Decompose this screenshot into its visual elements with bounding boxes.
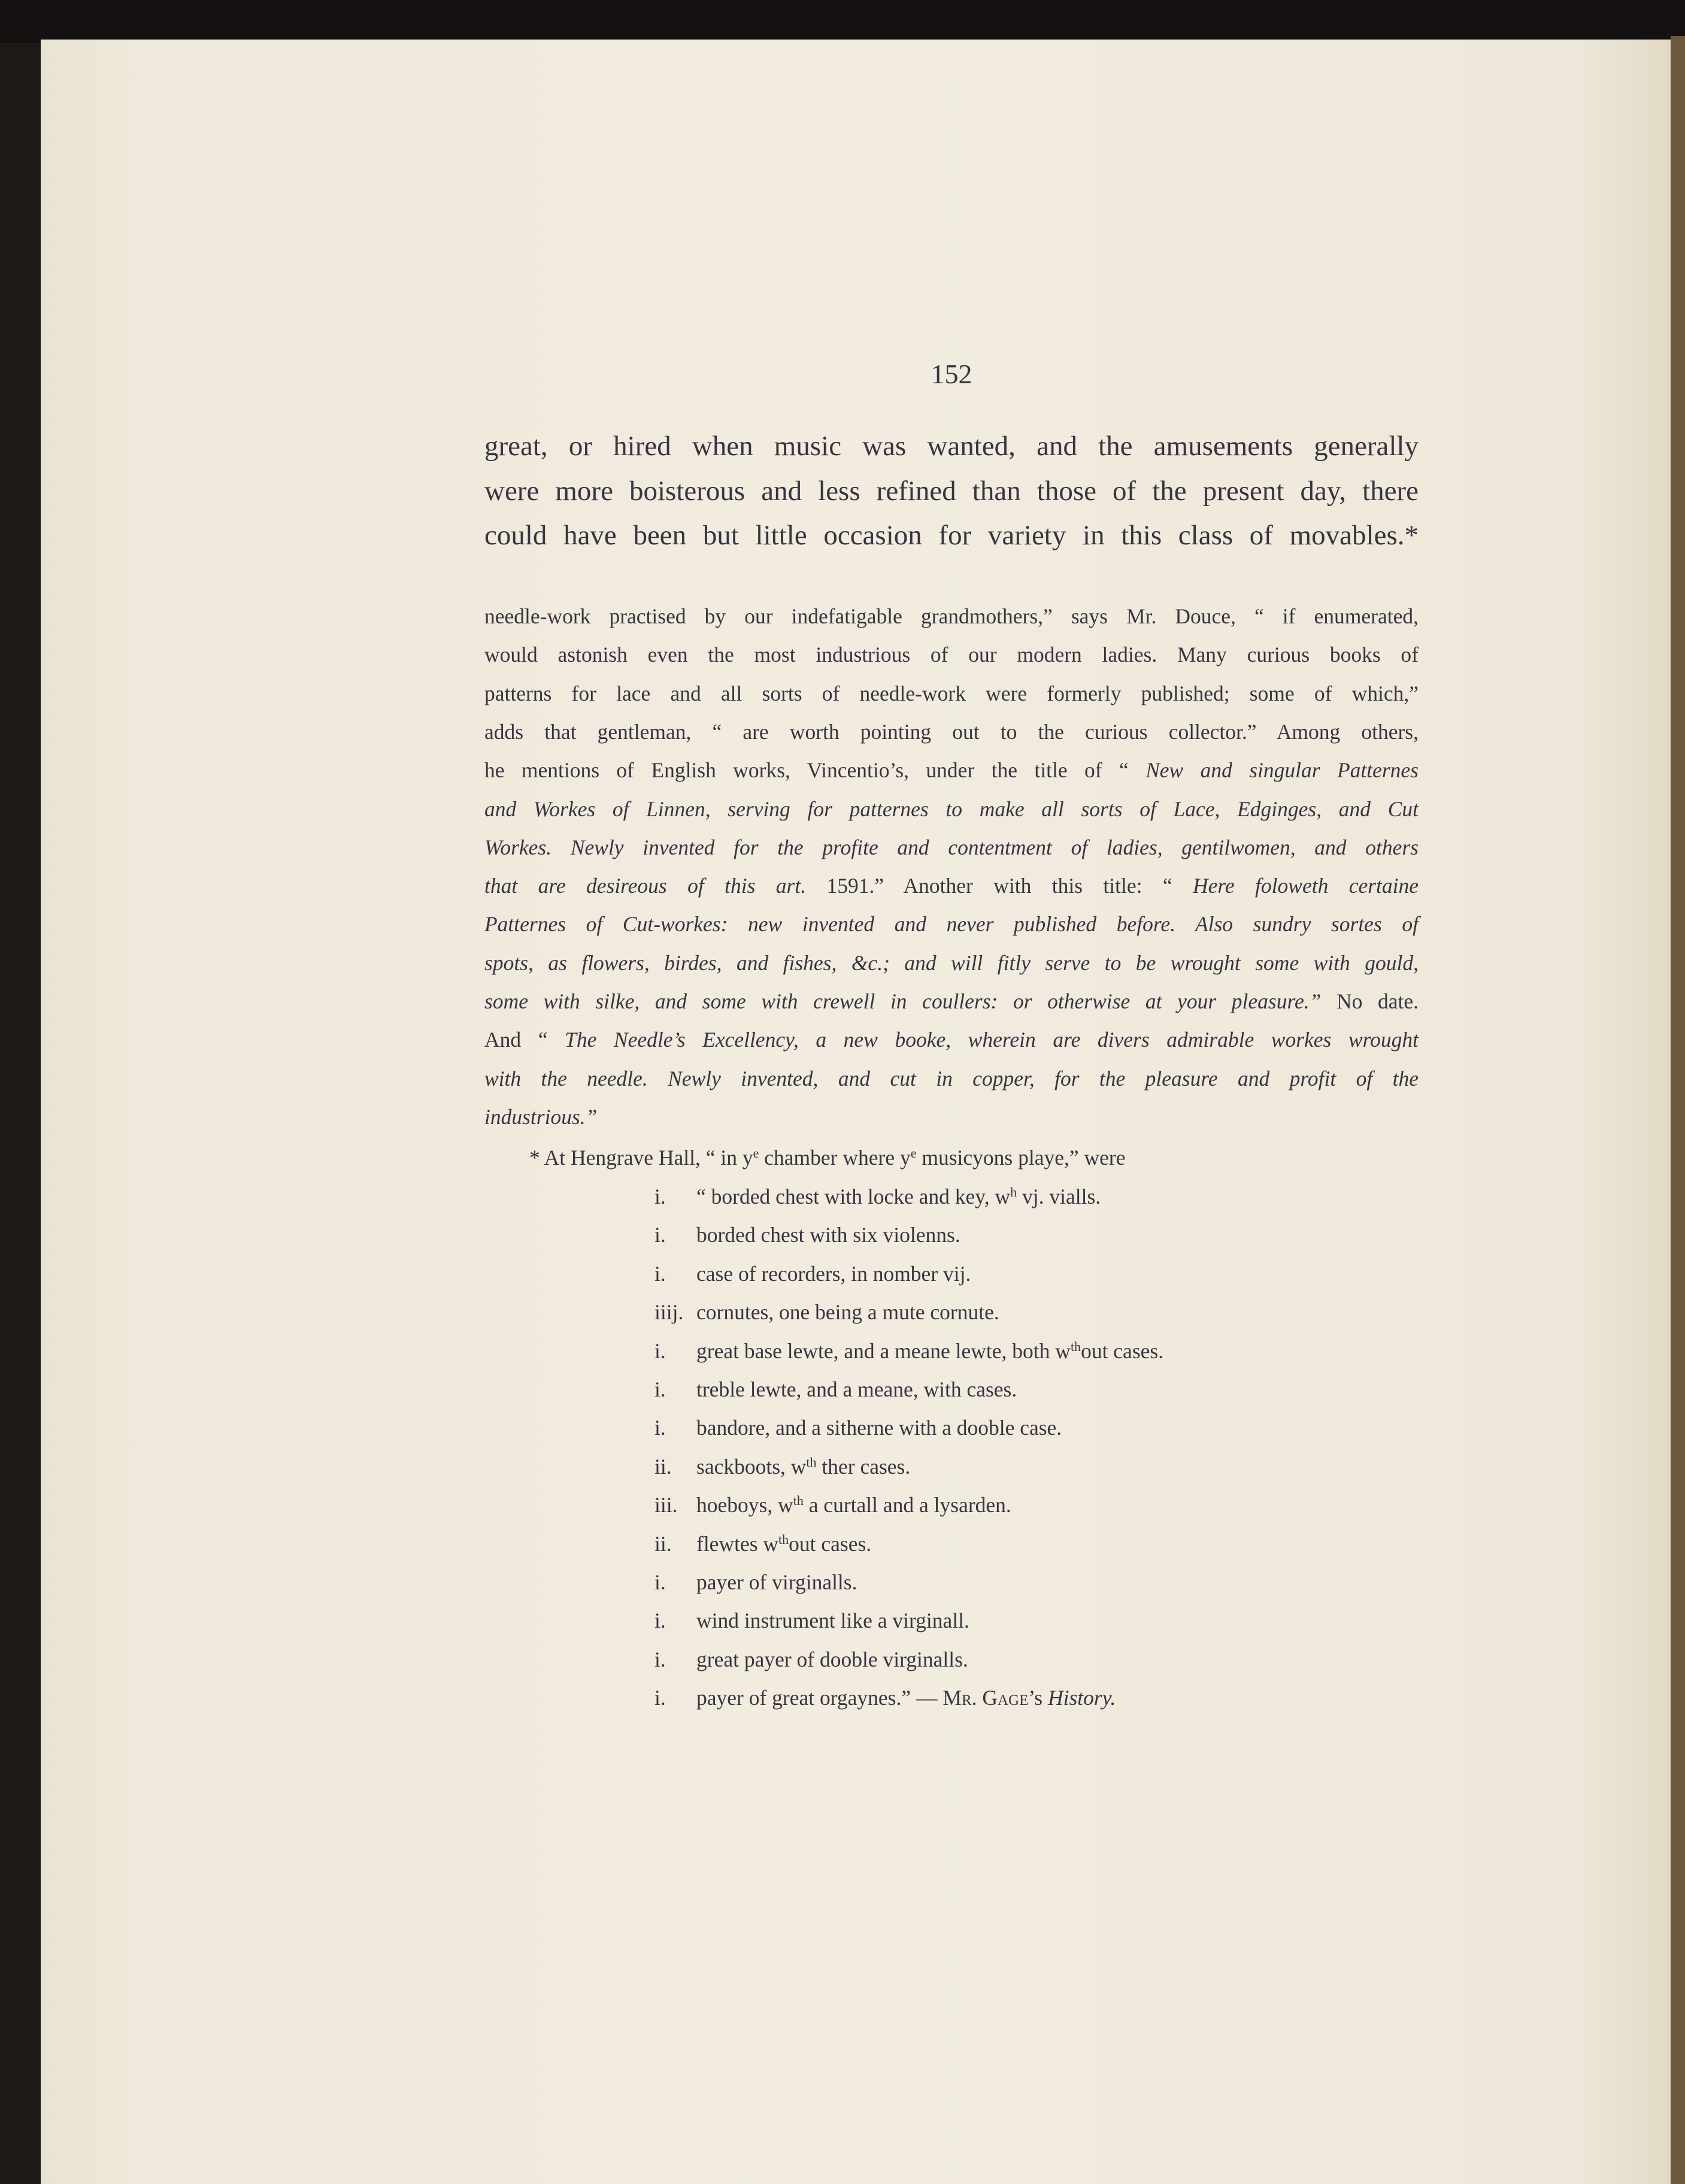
text-run: payer of virginalls.	[696, 1570, 857, 1594]
text-run: musicyons playe,” were	[916, 1146, 1126, 1170]
text-run: And “	[484, 1028, 565, 1052]
text-line	[484, 835, 1419, 860]
text-line	[484, 642, 1419, 667]
text-run: great, or hired when music was wanted, and the amusements generally	[484, 431, 1419, 462]
text-run: * At Hengrave Hall, “ in y	[529, 1146, 753, 1170]
text-run: bandore, and a sitherne with a dooble case.	[696, 1416, 1062, 1440]
text-run: a curtall and a lysarden.	[803, 1493, 1011, 1517]
text-line	[484, 719, 1419, 744]
text-run: adds that gentleman, “ are worth pointing out to the curious collector.” Among others,	[484, 719, 1419, 744]
item-numeral: iii.	[654, 1493, 678, 1517]
text-line	[484, 796, 1419, 822]
item-text	[696, 1492, 1011, 1517]
text-line	[484, 1104, 1419, 1129]
text-run: sackboots, w	[696, 1454, 807, 1479]
text-run: great payer of dooble virginalls.	[696, 1647, 968, 1671]
page-number: 152	[931, 359, 972, 389]
item-text	[696, 1184, 1101, 1209]
text-run: he mentions of English works, Vincentio’s, under the title of “	[484, 758, 1146, 783]
text-run: cornutes, one being a mute cornute.	[696, 1300, 999, 1325]
item-text	[696, 1338, 1163, 1364]
text-run: borded chest with six violenns.	[696, 1223, 960, 1247]
text-run: ’s	[1028, 1686, 1048, 1710]
item-text	[696, 1647, 968, 1672]
text-line	[484, 758, 1419, 783]
item-numeral: i.	[654, 1416, 666, 1440]
item-numeral: i.	[654, 1185, 666, 1208]
item-numeral: i.	[654, 1223, 666, 1247]
text-run: vj. vialls.	[1017, 1185, 1101, 1208]
text-line	[484, 519, 1419, 552]
text-run: treble lewte, and a meane, with cases.	[696, 1377, 1017, 1401]
text-run: spots, as flowers, birdes, and fishes, &c.; and will fitly serve to be wrought some with gould,	[484, 950, 1419, 975]
item-numeral: i.	[654, 1686, 666, 1710]
item-numeral: i.	[654, 1377, 666, 1401]
text-line	[484, 1027, 1419, 1052]
item-text	[696, 1415, 1062, 1440]
text-run: great base lewte, and a meane lewte, both w	[696, 1338, 1071, 1363]
text-run: ther cases.	[816, 1454, 911, 1479]
text-line	[484, 989, 1419, 1014]
text-run: flewtes w	[696, 1531, 779, 1556]
text-line	[484, 911, 1419, 937]
scan-top-border	[0, 0, 1685, 43]
text-run: Patternes of Cut-workes: new invented and never published before. Also sundry sortes of	[484, 912, 1419, 937]
item-text	[696, 1300, 999, 1325]
text-run: out cases.	[1081, 1338, 1164, 1363]
text-line	[484, 681, 1419, 706]
superscript: e	[753, 1145, 759, 1161]
text-run: out cases.	[789, 1531, 872, 1556]
text-run: Mr. Gage	[942, 1686, 1029, 1710]
text-run: New and singular Patternes	[1145, 758, 1419, 783]
superscript: h	[1010, 1184, 1017, 1199]
item-text	[696, 1454, 910, 1479]
item-numeral: i.	[654, 1609, 666, 1633]
scan-right-border	[1671, 36, 1685, 2184]
text-line	[484, 873, 1419, 898]
superscript: th	[806, 1454, 817, 1470]
text-run: needle-work practised by our indefatigable grandmothers,” says Mr. Douce, “ if enumerated,	[484, 604, 1419, 628]
superscript: e	[910, 1145, 917, 1161]
text-run: 1591.” Another with this title: “	[806, 874, 1193, 898]
text-line	[484, 475, 1419, 507]
text-run: that are desireous of this art.	[484, 874, 807, 898]
text-line	[484, 950, 1419, 976]
text-run: hoeboys, w	[696, 1493, 793, 1517]
item-text	[696, 1531, 871, 1556]
text-run: case of recorders, in nomber vij.	[696, 1261, 971, 1286]
text-line	[484, 604, 1419, 629]
text-run: wind instrument like a virginall.	[696, 1609, 969, 1633]
text-run: History.	[1047, 1686, 1116, 1710]
text-run: with the needle. Newly invented, and cut in copper, for the pleasure and profit of the	[484, 1066, 1419, 1091]
item-numeral: ii.	[654, 1531, 672, 1556]
item-numeral: iiij.	[654, 1300, 684, 1325]
text-line	[484, 430, 1419, 462]
text-run: would astonish even the most industrious of our modern ladies. Many curious books of	[484, 643, 1419, 667]
item-numeral: i.	[654, 1261, 666, 1286]
item-numeral: i.	[654, 1338, 666, 1363]
item-text	[696, 1377, 1017, 1402]
item-text	[696, 1685, 1116, 1710]
text-run: could have been but little occasion for variety in this class of movables.*	[484, 520, 1419, 551]
text-run: Here foloweth certaine	[1193, 874, 1419, 898]
text-run: and Workes of Linnen, serving for patternes to make all sorts of Lace, Edginges, and Cut	[484, 796, 1419, 821]
item-text	[696, 1608, 969, 1633]
text-run: payer of great orgaynes.” —	[696, 1686, 943, 1710]
item-numeral: i.	[654, 1647, 666, 1671]
text-run: industrious.”	[484, 1104, 598, 1129]
superscript: th	[793, 1493, 804, 1508]
item-text	[696, 1222, 960, 1247]
text-run: patterns for lace and all sorts of needle-work were formerly published; some of which,”	[484, 681, 1419, 705]
text-run: were more boisterous and less refined than those of the present day, there	[484, 475, 1419, 507]
item-numeral: ii.	[654, 1454, 672, 1479]
item-numeral: i.	[654, 1570, 666, 1594]
text-run: Workes. Newly invented for the profite and contentment of ladies, gentilwomen, and others	[484, 835, 1419, 859]
text-run: The Needle’s Excellency, a new booke, wherein are divers admirable workes wrought	[565, 1028, 1419, 1052]
superscript: th	[1070, 1338, 1081, 1354]
text-run: some with silke, and some with crewell in coullers: or otherwise at your pleasure.”	[484, 989, 1322, 1013]
text-run: No date.	[1321, 989, 1419, 1013]
item-text	[696, 1261, 971, 1286]
text-line	[484, 1066, 1419, 1091]
text-run: “ borded chest with locke and key, w	[696, 1185, 1011, 1208]
footnote-intro	[529, 1145, 1125, 1170]
superscript: th	[778, 1531, 789, 1547]
item-text	[696, 1570, 857, 1595]
text-run: chamber where y	[759, 1146, 911, 1170]
